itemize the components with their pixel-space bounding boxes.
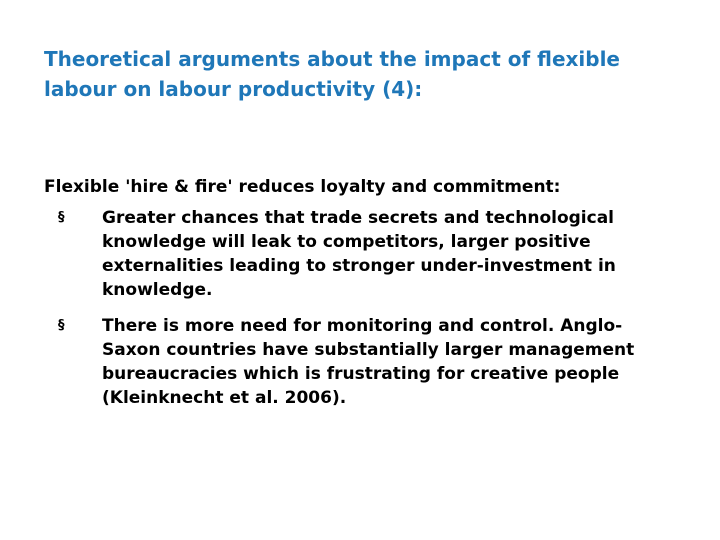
bullet-text: Greater chances that trade secrets and technological knowledge will leak to competitors, larger positive externalities leading to stronger under-investment in knowledge.: [102, 208, 616, 300]
bullet-text: There is more need for monitoring and control. Anglo- Saxon countries have substantially larger management bureaucracies which is frustrating for creative people (Kleinknecht et al. 2006).: [102, 316, 635, 408]
bullet-marker-icon: §: [58, 210, 65, 225]
body-heading: Flexible 'hire & fire' reduces loyalty and commitment:: [44, 177, 561, 197]
bullet-marker-icon: §: [58, 318, 65, 333]
bullet-item: [44, 314, 684, 410]
bullet-list: [44, 206, 684, 422]
slide-title: Theoretical arguments about the impact of flexible labour on labour productivity (4):: [44, 47, 620, 101]
bullet-item: [44, 206, 684, 302]
